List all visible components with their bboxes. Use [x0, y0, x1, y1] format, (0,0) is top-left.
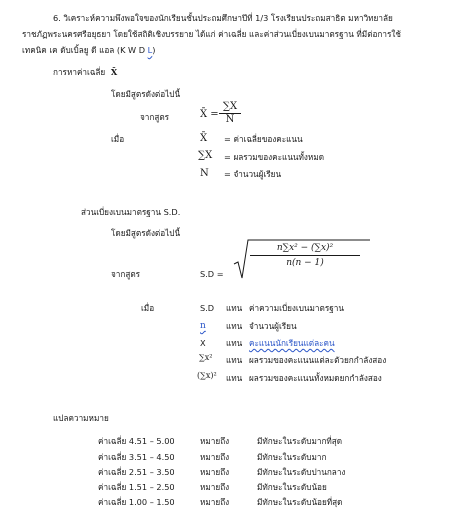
- mean-def-2-symbol: ∑X: [198, 150, 213, 161]
- sd-def-2-mid: แทน: [226, 321, 243, 331]
- mean-title-symbol: X̄: [110, 67, 118, 77]
- sd-def-1-text: ค่าความเบี่ยงเบนมาตรฐาน: [249, 303, 344, 313]
- interp-row-3-meaning: มีทักษะในระดับปานกลาง: [257, 467, 346, 477]
- mean-def-3-symbol: N: [200, 168, 209, 179]
- mean-where: เมื่อ: [111, 134, 125, 144]
- sd-def-1-mid: แทน: [226, 303, 243, 313]
- sd-def-1-symbol: S.D: [200, 303, 215, 313]
- interp-row-3-range: ค่าเฉลี่ย 2.51 – 3.50: [98, 467, 175, 477]
- mean-formula-numerator: ∑X: [222, 101, 238, 112]
- heading-line-3: [22, 46, 155, 54]
- sd-def-3-mid: แทน: [226, 338, 243, 348]
- sd-def-4-text: ผลรวมของคะแนนแต่ละตัวยกกำลังสอง: [249, 355, 387, 365]
- sd-def-2-text: จำนวนผู้เรียน: [249, 321, 297, 331]
- heading-line-2: ราชภัฏพระนครศรีอยุธยา โดยใช้สถิติเชิงบรรยาย ได้แก่ ค่าเฉลี่ย และค่าส่วนเบี่ยงเบนมาตรฐาน ที่มีต่อการใช้: [22, 29, 401, 39]
- sd-formula-numerator: n∑x² − (∑x)²: [276, 243, 334, 253]
- sd-def-3-text: คะแนนนักเรียนแต่ละคน: [249, 338, 335, 348]
- heading-line-1: 6. วิเคราะห์ความพึงพอใจของนักเรียนชั้นประถมศึกษาปีที่ 1/3 โรงเรียนประถมสาธิต มหาวิทยาลัย: [53, 13, 393, 23]
- heading-line-3-suffix: ): [152, 45, 156, 55]
- interp-row-5-mid: หมายถึง: [200, 497, 230, 507]
- sd-def-3-symbol: X: [200, 338, 206, 348]
- mean-formula-denominator: N: [219, 113, 241, 125]
- sd-from-formula: จากสูตร: [111, 269, 141, 279]
- interp-row-1-mid: หมายถึง: [200, 436, 230, 446]
- heading-line-3-prefix: เทคนิค เค ดับเบิ้ลยู ดี แอล (K W D: [22, 45, 148, 55]
- sd-where: เมื่อ: [141, 303, 155, 313]
- sd-def-4-mid: แทน: [226, 355, 243, 365]
- sd-use-formula: โดยมีสูตรดังต่อไปนี้: [111, 228, 181, 238]
- mean-formula-lhs: X̄ =: [200, 109, 219, 120]
- sd-def-5-symbol: (∑x)²: [197, 371, 217, 380]
- interp-row-4-mid: หมายถึง: [200, 482, 230, 492]
- mean-def-1-text: = ค่าเฉลี่ยของคะแนน: [224, 134, 303, 144]
- mean-formula-fraction: [219, 101, 241, 125]
- sd-def-5-text: ผลรวมของคะแนนทั้งหมดยกกำลังสอง: [249, 373, 382, 383]
- interpretation-title: แปลความหมาย: [53, 413, 109, 423]
- sd-lhs: S.D =: [200, 269, 224, 279]
- sd-def-2-symbol: n: [200, 321, 206, 331]
- spellcheck-mark: L: [147, 45, 153, 55]
- interp-row-5-range: ค่าเฉลี่ย 1.00 – 1.50: [98, 497, 175, 507]
- sd-def-5-mid: แทน: [226, 373, 243, 383]
- interp-row-3-mid: หมายถึง: [200, 467, 230, 477]
- interp-row-5-meaning: มีทักษะในระดับน้อยที่สุด: [257, 497, 343, 507]
- mean-use-formula: โดยมีสูตรดังต่อไปนี้: [111, 89, 181, 99]
- sd-def-4-symbol: ∑x²: [199, 353, 213, 362]
- interp-row-1-range: ค่าเฉลี่ย 4.51 – 5.00: [98, 436, 175, 446]
- interp-row-4-range: ค่าเฉลี่ย 1.51 – 2.50: [98, 482, 175, 492]
- mean-def-2-text: = ผลรวมของคะแนนทั้งหมด: [224, 152, 325, 162]
- mean-from-formula: จากสูตร: [140, 112, 170, 122]
- mean-def-1-symbol: X̄: [200, 133, 208, 144]
- interp-row-2-mid: หมายถึง: [200, 452, 230, 462]
- sd-formula-denominator: n(n − 1): [250, 255, 360, 268]
- mean-def-3-text: = จำนวนผู้เรียน: [224, 169, 282, 179]
- sd-formula-fraction: [250, 243, 360, 268]
- interp-row-2-range: ค่าเฉลี่ย 3.51 – 4.50: [98, 452, 175, 462]
- sd-section-title: ส่วนเบี่ยงเบนมาตรฐาน S.D.: [81, 207, 181, 217]
- mean-section-title: [53, 68, 117, 76]
- mean-title-text: การหาค่าเฉลี่ย: [53, 67, 106, 77]
- interp-row-4-meaning: มีทักษะในระดับน้อย: [257, 482, 327, 492]
- interp-row-2-meaning: มีทักษะในระดับมาก: [257, 452, 327, 462]
- interp-row-1-meaning: มีทักษะในระดับมากที่สุด: [257, 436, 343, 446]
